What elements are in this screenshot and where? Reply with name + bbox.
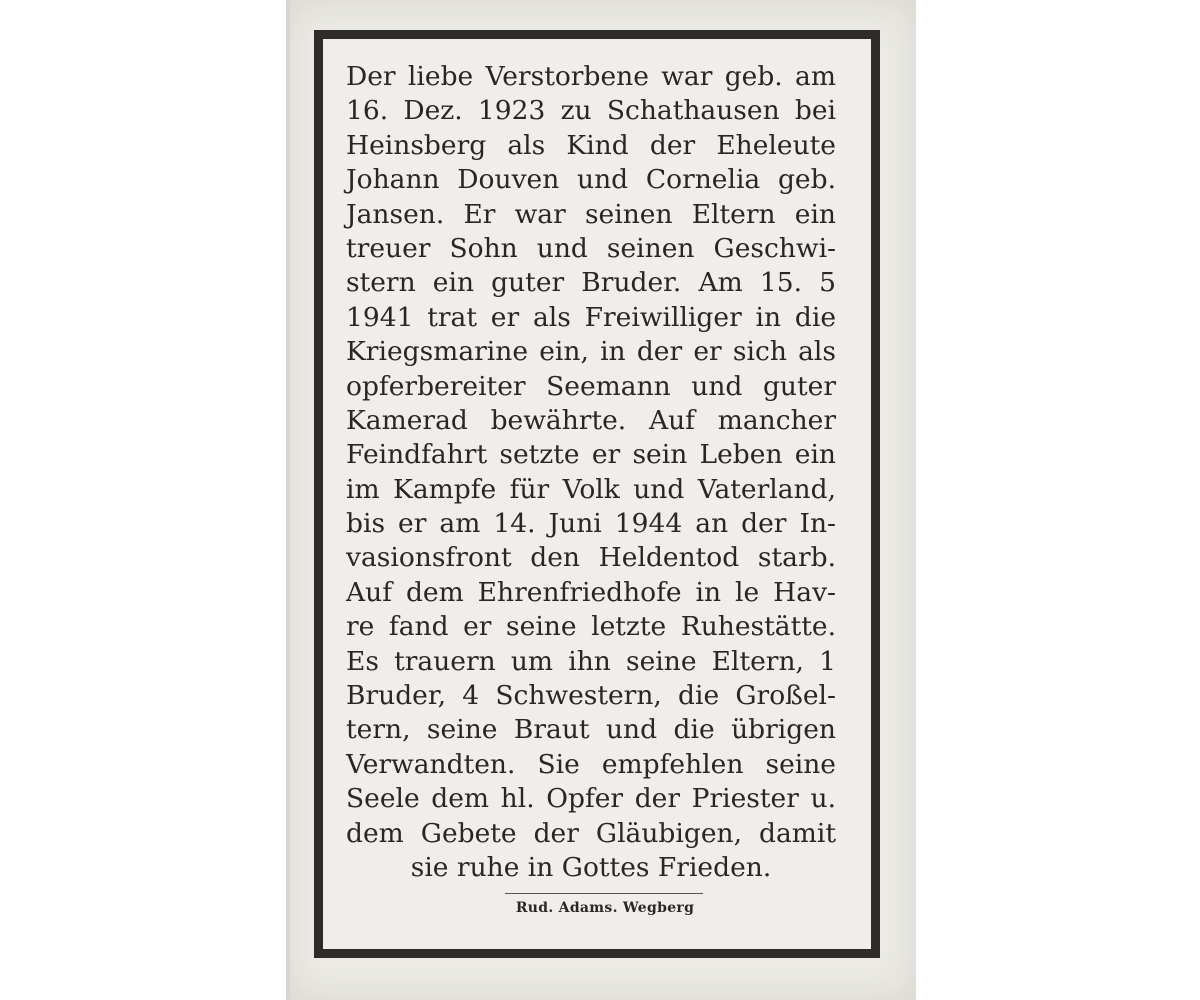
text-line: 16. Dez. 1923 zu Schathausen bei [346, 95, 836, 127]
printer-imprint: Rud. Adams. Wegberg [515, 900, 695, 916]
text-line: Johann Douven und Cornelia geb. [346, 164, 836, 196]
text-line: Bruder, 4 Schwestern, die Großel- [346, 680, 836, 712]
text-line: im Kampfe für Volk und Vaterland, [346, 473, 836, 505]
text-line: re fand er seine letzte Ruhestätte. [346, 611, 836, 643]
text-line: Verwandten. Sie empfehlen seine [346, 748, 836, 780]
text-line: Heinsberg als Kind der Eheleute [346, 129, 836, 161]
text-line: tern, seine Braut und die übrigen [346, 714, 836, 746]
text-line: Kamerad bewährte. Auf mancher [346, 404, 836, 436]
text-line: bis er am 14. Juni 1944 an der In- [346, 508, 836, 540]
text-line: Es trauern um ihn seine Eltern, 1 [346, 645, 836, 677]
text-line: Kriegsmarine ein, in der er sich als [346, 336, 836, 368]
text-line: treuer Sohn und seinen Geschwi- [346, 232, 836, 264]
text-line: Feindfahrt setzte er sein Leben ein [346, 439, 836, 471]
text-line: Jansen. Er war seinen Eltern ein [346, 198, 836, 230]
text-line-final: sie ruhe in Gottes Frieden. [410, 851, 772, 883]
memorial-text [346, 60, 836, 885]
text-line: Der liebe Verstorbene war geb. am [346, 61, 836, 92]
card-edge [286, 0, 290, 1000]
text-line: Auf dem Ehrenfriedhofe in le Hav- [346, 576, 836, 608]
text-line: opferbereiter Seemann und guter [346, 370, 836, 402]
text-line: stern ein guter Bruder. Am 15. 5 [346, 267, 836, 299]
text-line: 1941 trat er als Freiwilliger in die [346, 301, 836, 333]
text-line: dem Gebete der Gläubigen, damit [346, 817, 836, 849]
printer-divider [505, 893, 703, 894]
text-line: vasionsfront den Heldentod starb. [346, 542, 836, 574]
text-line: Seele dem hl. Opfer der Priester u. [346, 783, 836, 815]
